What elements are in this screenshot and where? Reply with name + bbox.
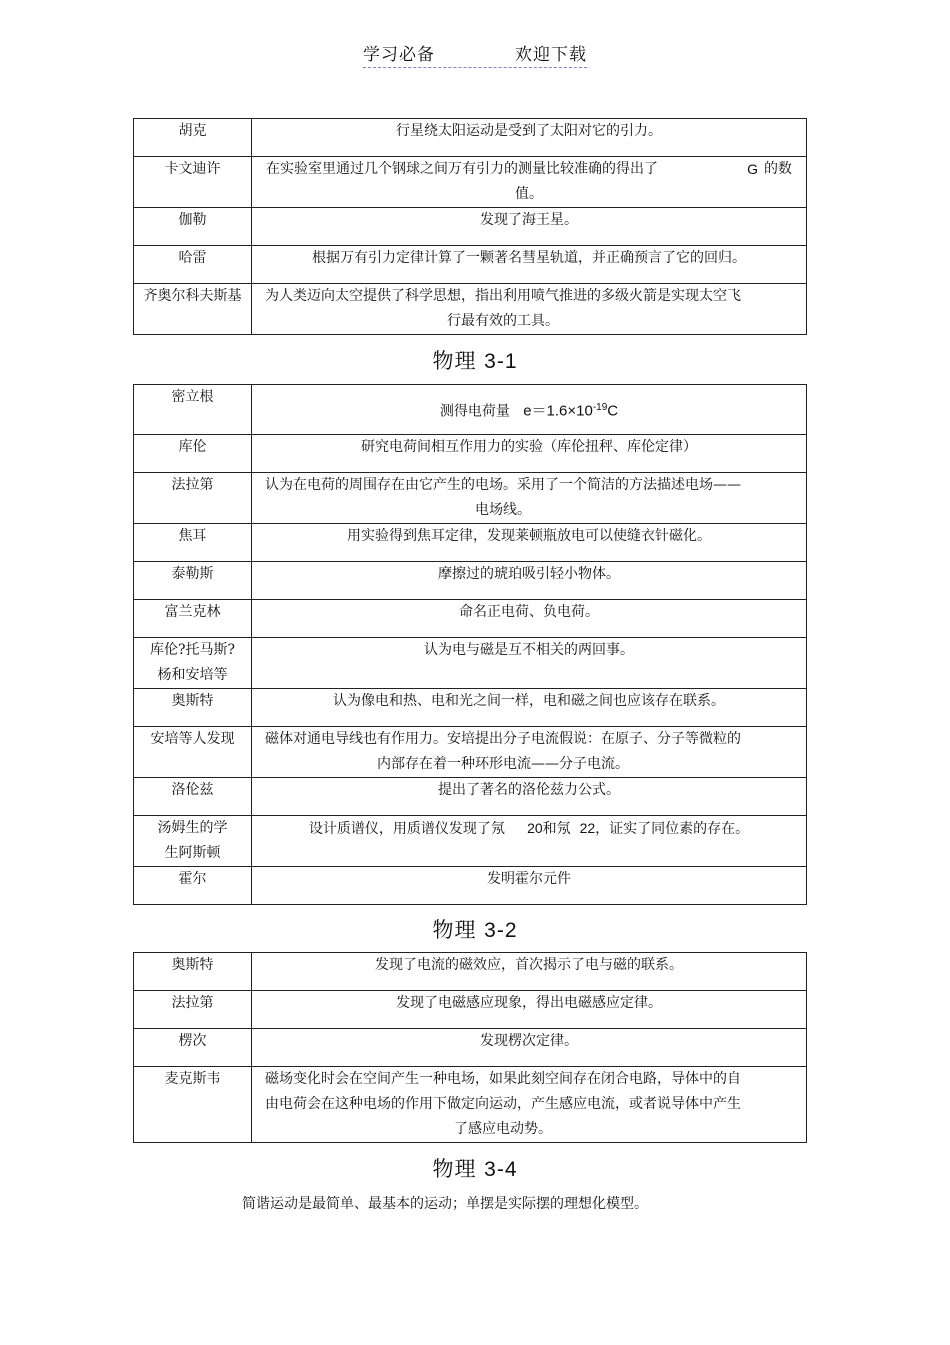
table-row <box>134 953 807 991</box>
scientist-name: 哈雷 <box>134 246 252 284</box>
section-title-3-2: 物理 3-2 <box>432 918 518 942</box>
contribution: 发现楞次定律。 <box>252 1029 807 1067</box>
isotope-number: 20 <box>527 820 543 836</box>
page-header <box>0 40 950 68</box>
contribution <box>252 157 807 208</box>
table-row <box>134 435 807 473</box>
scientist-name: 库伦 <box>134 435 252 473</box>
charge-exponent: -19 <box>592 401 608 413</box>
contribution: 为人类迈向太空提供了科学思想，指出利用喷气推进的多级火箭是实现太空飞行最有效的工具。 <box>252 284 807 335</box>
scientist-name: 齐奥尔科夫斯基 <box>134 284 252 335</box>
table-row <box>134 816 807 867</box>
scientist-name: 密立根 <box>134 385 252 435</box>
scientist-name: 汤姆生的学生阿斯顿 <box>134 816 252 867</box>
table-row <box>134 1067 807 1143</box>
contribution: 认为在电荷的周围存在由它产生的电场。采用了一个简洁的方法描述电场——电场线。 <box>252 473 807 524</box>
table-row <box>134 991 807 1029</box>
contribution: 用实验得到焦耳定律，发现莱顿瓶放电可以使缝衣针磁化。 <box>252 524 807 562</box>
contribution-part: 在实验室里通过几个钢球之间万有引力的测量比较准确的得出了 <box>266 161 658 177</box>
scientist-name: 库伦?托马斯?杨和安培等 <box>134 638 252 689</box>
scientist-name: 富兰克林 <box>134 600 252 638</box>
header-left: 学习必备 <box>363 45 435 65</box>
contribution <box>252 385 807 435</box>
contribution: 行星绕太阳运动是受到了太阳对它的引力。 <box>252 119 807 157</box>
contribution-part: 值。 <box>515 186 543 202</box>
contribution: 发现了海王星。 <box>252 208 807 246</box>
contribution: 发明霍尔元件 <box>252 867 807 905</box>
scientist-name: 法拉第 <box>134 991 252 1029</box>
section-title-3-1: 物理 3-1 <box>432 349 518 373</box>
contribution: 认为电与磁是互不相关的两回事。 <box>252 638 807 689</box>
table-row <box>134 867 807 905</box>
table-row <box>134 208 807 246</box>
table-row <box>134 385 807 435</box>
contribution: 认为像电和热、电和光之间一样，电和磁之间也应该存在联系。 <box>252 689 807 727</box>
table-row <box>134 600 807 638</box>
contribution: 研究电荷间相互作用力的实验（库伦扭秤、库伦定律） <box>252 435 807 473</box>
scientist-name: 焦耳 <box>134 524 252 562</box>
table-row <box>134 246 807 284</box>
charge-formula: e＝1.6×10 <box>523 402 593 420</box>
scientist-name: 霍尔 <box>134 867 252 905</box>
contribution: 设计质谱仪，用质谱仪发现了氖 20和氖 22，证实了同位素的存在。 <box>252 816 807 867</box>
section-title-3-4: 物理 3-4 <box>432 1157 518 1181</box>
table-row <box>134 157 807 208</box>
contribution: 根据万有引力定律计算了一颗著名彗星轨道，并正确预言了它的回归。 <box>252 246 807 284</box>
table-row <box>134 727 807 778</box>
scientist-name: 楞次 <box>134 1029 252 1067</box>
table-row <box>134 1029 807 1067</box>
contribution: 提出了著名的洛伦兹力公式。 <box>252 778 807 816</box>
scientist-name: 麦克斯韦 <box>134 1067 252 1143</box>
table-row <box>134 284 807 335</box>
scientist-name: 奥斯特 <box>134 689 252 727</box>
scientist-name: 卡文迪许 <box>134 157 252 208</box>
electromagnetism-table <box>133 952 807 1143</box>
contribution: 命名正电荷、负电荷。 <box>252 600 807 638</box>
table-row <box>134 119 807 157</box>
scientist-name: 奥斯特 <box>134 953 252 991</box>
contribution: 摩擦过的琥珀吸引轻小物体。 <box>252 562 807 600</box>
table-row <box>134 562 807 600</box>
electricity-table <box>133 384 807 905</box>
isotope-number: 22 <box>579 820 596 836</box>
charge-unit: C <box>607 402 619 420</box>
symbol-g: G <box>747 161 758 177</box>
header-right: 欢迎下载 <box>515 45 587 65</box>
scientist-name: 洛伦兹 <box>134 778 252 816</box>
gravitation-table <box>133 118 807 335</box>
scientist-name: 伽勒 <box>134 208 252 246</box>
table-row <box>134 524 807 562</box>
table-row <box>134 689 807 727</box>
body-paragraph: 简谐运动是最简单、最基本的运动；单摆是实际摆的理想化模型。 <box>242 1196 648 1212</box>
contribution: 发现了电磁感应现象，得出电磁感应定律。 <box>252 991 807 1029</box>
contribution: 磁体对通电导线也有作用力。安培提出分子电流假说：在原子、分子等微粒的内部存在着一种环形电流——分子电流。 <box>252 727 807 778</box>
contribution-part: 测得电荷量 <box>439 403 510 420</box>
table-row <box>134 778 807 816</box>
scientist-name: 法拉第 <box>134 473 252 524</box>
scientist-name: 胡克 <box>134 119 252 157</box>
contribution: 磁场变化时会在空间产生一种电场，如果此刻空间存在闭合电路，导体中的自由电荷会在这种电场的作用下做定向运动，产生感应电流，或者说导体中产生了感应电动势。 <box>252 1067 807 1143</box>
table-row <box>134 473 807 524</box>
contribution: 发现了电流的磁效应，首次揭示了电与磁的联系。 <box>252 953 807 991</box>
table-row <box>134 638 807 689</box>
scientist-name: 泰勒斯 <box>134 562 252 600</box>
contribution-part: 的数 <box>764 161 792 177</box>
scientist-name: 安培等人发现 <box>134 727 252 778</box>
